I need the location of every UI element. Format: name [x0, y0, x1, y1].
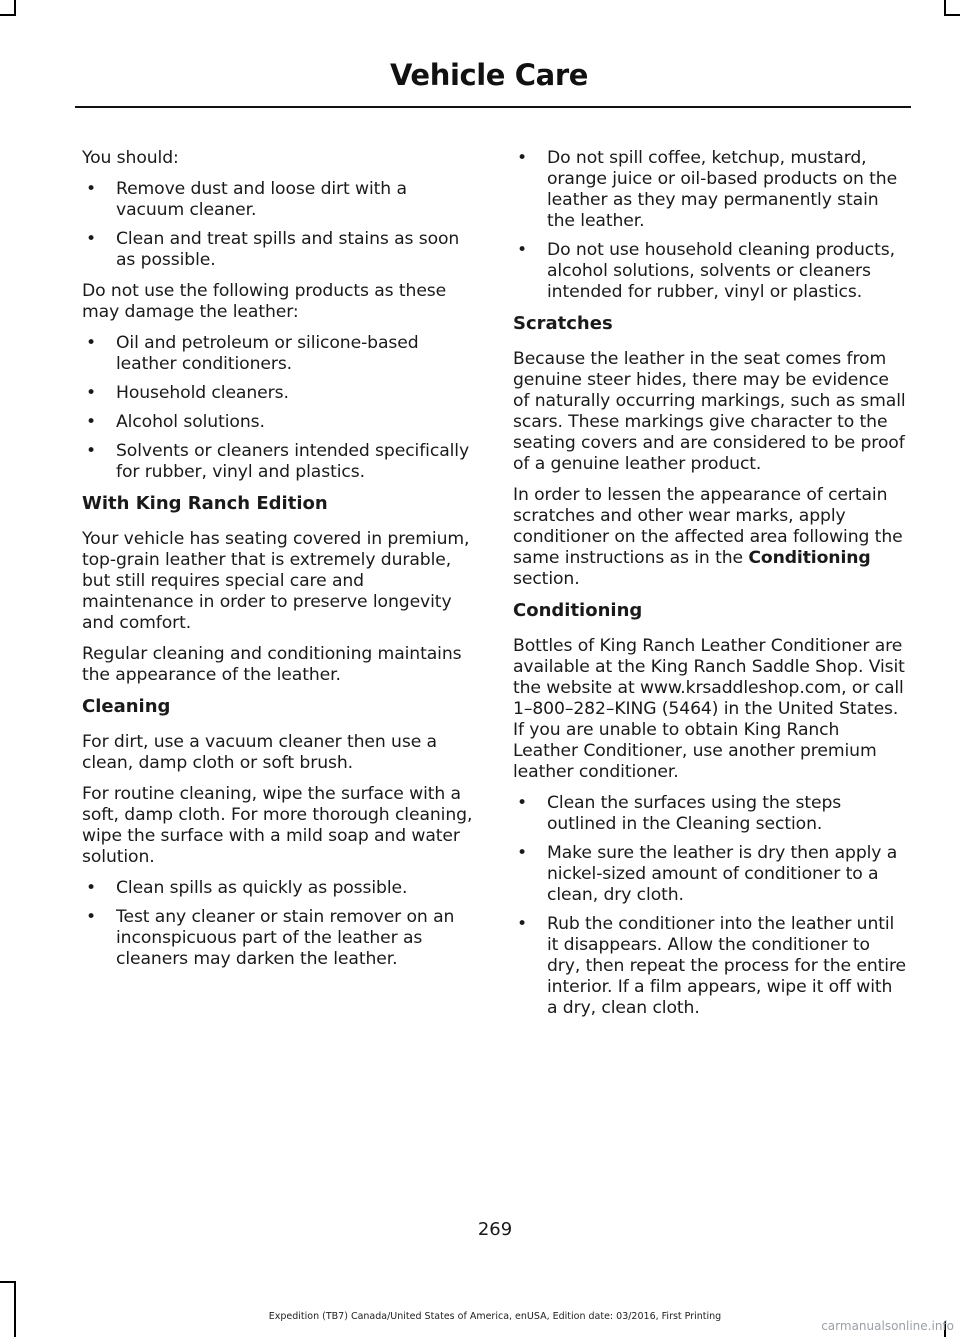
list-item: • Do not use household cleaning products, alcohol solutions, solvents or cleaners intended for rubber, vinyl or plastics. — [517, 240, 895, 302]
bullet-icon: • — [86, 441, 97, 461]
page-title: Vehicle Care — [389, 58, 588, 92]
list-item: • Solvents or cleaners intended specifically for rubber, vinyl and plastics. — [86, 441, 470, 482]
section-heading-cleaning: Cleaning — [82, 696, 171, 717]
list-item: • Clean and treat spills and stains as soon as possible. — [86, 229, 460, 270]
bullet-icon: • — [517, 914, 528, 934]
list-item: • Test any cleaner or stain remover on an inconspicuous part of the leather as cleaners may darken the leather. — [86, 907, 455, 969]
dont-intro-text: Do not use the following products as these may damage the leather: — [82, 281, 447, 322]
list-item: • Alcohol solutions. — [86, 412, 265, 432]
bullet-icon: • — [517, 843, 528, 863]
right-column — [513, 148, 907, 1029]
dont-spill-list — [513, 148, 907, 303]
section-heading-conditioning: Conditioning — [513, 600, 643, 621]
list-item: • Remove dust and loose dirt with a vacuum cleaner. — [86, 179, 407, 220]
bullet-icon: • — [86, 383, 97, 403]
bullet-icon: • — [517, 793, 528, 813]
paragraph: For routine cleaning, wipe the surface with a soft, damp cloth. For more thorough cleaning, wipe the surface with a mild soap and water solution. — [82, 784, 473, 867]
paragraph: Bottles of King Ranch Leather Conditioner are available at the King Ranch Saddle Shop. Visit the website at www.krsaddleshop.com, or call 1–800–282–KING (5464) in the United States. If you are unable to obtain King Ranch Leather Conditioner, use another premium leather conditioner. — [513, 636, 905, 782]
crop-mark-top-right — [944, 14, 960, 16]
list-item: • Household cleaners. — [86, 383, 289, 403]
should-list — [82, 179, 476, 271]
cleaning-list — [82, 878, 476, 970]
list-item: • Do not spill coffee, ketchup, mustard, orange juice or oil-based products on the leather as they may permanently stain the leather. — [517, 148, 898, 231]
list-item: • Rub the conditioner into the leather until it disappears. Allow the conditioner to dry, then repeat the process for the entire interior. If a film appears, wipe it off with a dry, clean cloth. — [517, 914, 907, 1018]
list-item: • Clean spills as quickly as possible. — [86, 878, 408, 898]
crop-mark-bottom-left — [14, 1281, 16, 1337]
bullet-icon: • — [517, 148, 528, 168]
paragraph: In order to lessen the appearance of certain scratches and other wear marks, apply conditioner on the affected area following the same instructions as in the Conditioning section. — [513, 485, 903, 589]
crop-mark-bottom-left — [0, 1281, 16, 1283]
conditioning-list — [513, 793, 907, 1019]
bullet-icon: • — [86, 878, 97, 898]
watermark: carmanualsonline.info — [821, 1319, 954, 1333]
bullet-icon: • — [86, 412, 97, 432]
bullet-icon: • — [86, 907, 97, 927]
footer-edition-info: Expedition (TB7) Canada/United States of America, enUSA, Edition date: 03/2016, First Printing — [268, 1311, 722, 1322]
conditioning-reference: Conditioning — [748, 548, 871, 568]
bullet-icon: • — [517, 240, 528, 260]
section-heading-king-ranch: With King Ranch Edition — [82, 493, 328, 514]
paragraph: Your vehicle has seating covered in premium, top-grain leather that is extremely durable, but still requires special care and maintenance in order to preserve longevity and comfort. — [82, 529, 470, 633]
bullet-icon: • — [86, 229, 97, 249]
page-number: 269 — [477, 1219, 513, 1240]
paragraph: Regular cleaning and conditioning maintains the appearance of the leather. — [82, 644, 462, 685]
crop-mark-top-left — [0, 14, 16, 16]
left-column — [82, 148, 476, 980]
list-item: • Oil and petroleum or silicone-based leather conditioners. — [86, 333, 419, 374]
bullet-icon: • — [86, 333, 97, 353]
list-item: • Make sure the leather is dry then apply a nickel-sized amount of conditioner to a clean, dry cloth. — [517, 843, 898, 905]
list-item: • Clean the surfaces using the steps outlined in the Cleaning section. — [517, 793, 842, 834]
intro-text: You should: — [82, 148, 179, 168]
bullet-icon: • — [86, 179, 97, 199]
dont-list — [82, 333, 476, 483]
paragraph: For dirt, use a vacuum cleaner then use a clean, damp cloth or soft brush. — [82, 732, 437, 773]
paragraph: Because the leather in the seat comes from genuine steer hides, there may be evidence of naturally occurring markings, such as small scars. These markings give character to the seating covers and are considered to be proof of a genuine leather product. — [513, 349, 906, 474]
header-divider — [75, 106, 911, 108]
section-heading-scratches: Scratches — [513, 313, 613, 334]
